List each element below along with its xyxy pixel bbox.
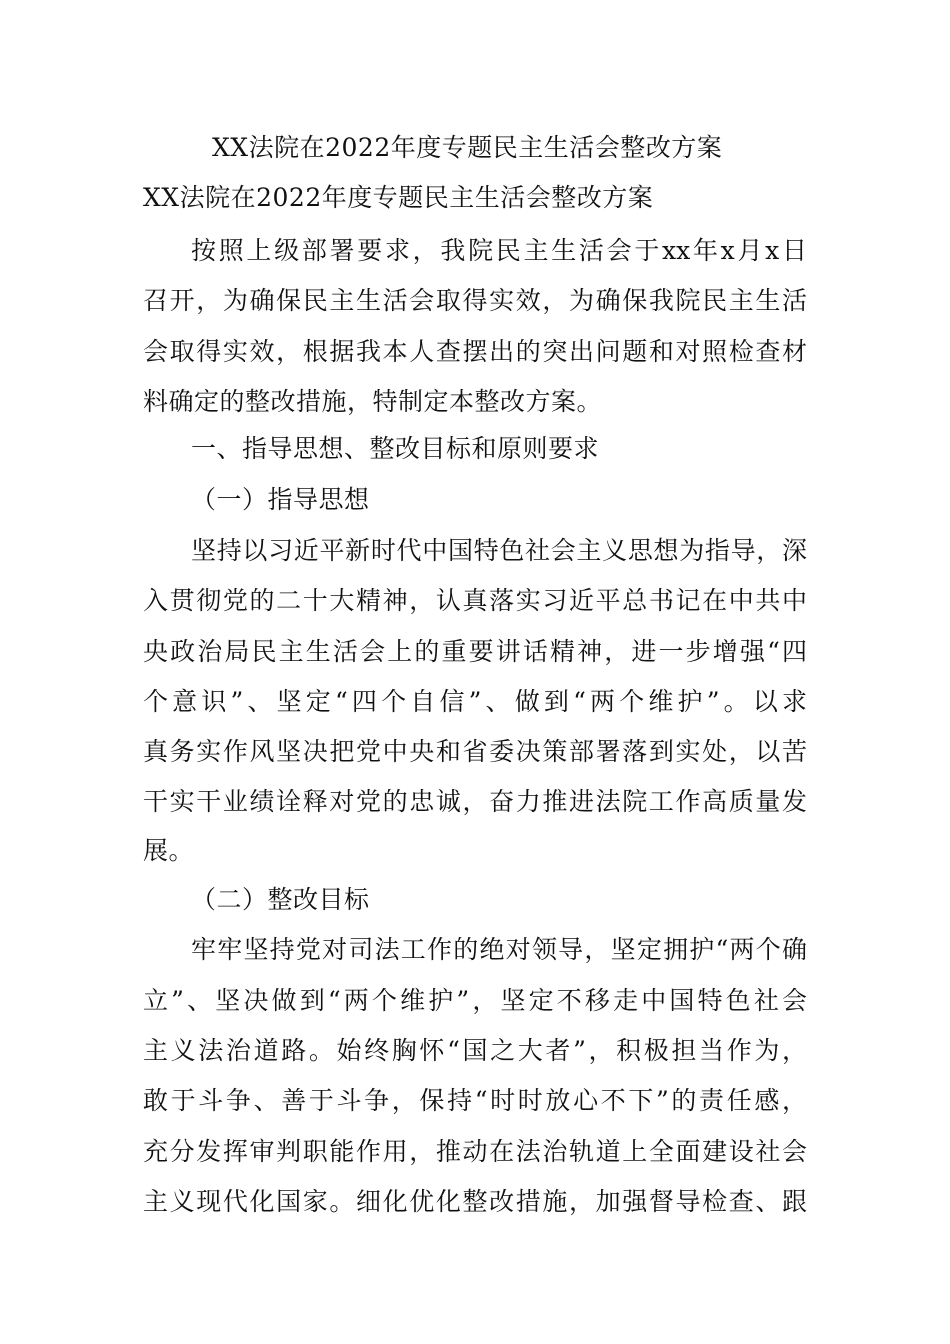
goals-line-6: 主义现代化国家。细化优化整改措施，加强督导检查、跟	[143, 1187, 807, 1216]
guiding-line-1: 坚持以习近平新时代中国特色社会主义思想为指导，深	[191, 536, 807, 565]
goals-line-2: 立”、坚决做到“两个维护”，坚定不移走中国特色社会	[143, 986, 807, 1015]
subsection-heading-1: （一）指导思想	[191, 485, 370, 514]
subsection-heading-2: （二）整改目标	[191, 885, 370, 914]
intro-line-1: 按照上级部署要求，我院民主生活会于xx年x月x日	[191, 236, 807, 265]
intro-line-4: 料确定的整改措施，特制定本整改方案。	[143, 387, 603, 416]
guiding-line-2: 入贯彻党的二十大精神，认真落实习近平总书记在中共中	[143, 586, 807, 615]
guiding-line-5: 真务实作风坚决把党中央和省委决策部署落到实处，以苦	[143, 737, 807, 766]
guiding-line-4: 个意识”、坚定“四个自信”、做到“两个维护”。以求	[143, 687, 807, 716]
guiding-line-6: 干实干业绩诠释对党的忠诚，奋力推进法院工作高质量发	[143, 787, 807, 816]
document-title-centered: XX法院在2022年度专题民主生活会整改方案	[212, 133, 723, 162]
document-title-repeated: XX法院在2022年度专题民主生活会整改方案	[143, 183, 654, 212]
goals-line-1: 牢牢坚持党对司法工作的绝对领导，坚定拥护“两个确	[191, 935, 807, 964]
goals-line-4: 敢于斗争、善于斗争，保持“时时放心不下”的责任感，	[143, 1086, 807, 1115]
intro-line-3: 会取得实效，根据我本人查摆出的突出问题和对照检查材	[143, 337, 807, 366]
section-heading-1: 一、指导思想、整改目标和原则要求	[191, 434, 600, 463]
guiding-line-3: 央政治局民主生活会上的重要讲话精神，进一步增强“四	[143, 637, 807, 666]
goals-line-3: 主义法治道路。始终胸怀“国之大者”，积极担当作为，	[143, 1036, 807, 1065]
goals-line-5: 充分发挥审判职能作用，推动在法治轨道上全面建设社会	[143, 1137, 807, 1166]
intro-line-2: 召开，为确保民主生活会取得实效，为确保我院民主生活	[143, 286, 807, 315]
guiding-line-7: 展。	[143, 836, 195, 865]
